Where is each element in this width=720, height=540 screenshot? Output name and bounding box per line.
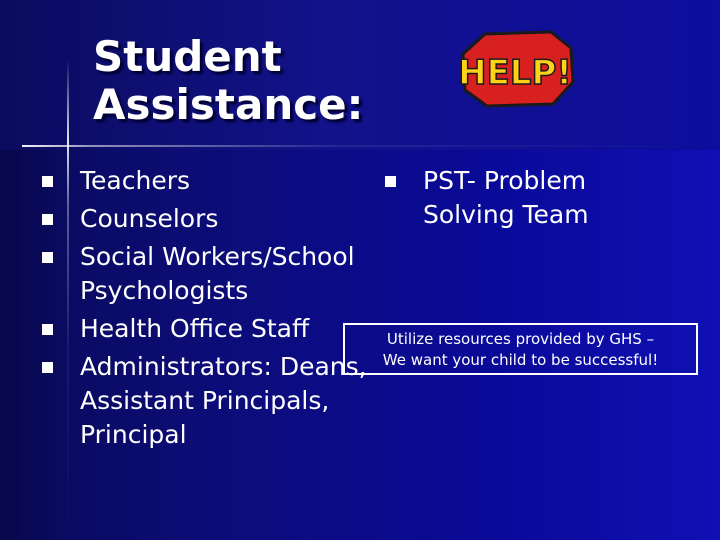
list-item: [42, 350, 372, 452]
square-bullet-icon: [385, 176, 396, 187]
help-logo-text: HELP!: [458, 53, 572, 93]
list-item: [42, 202, 372, 236]
help-logo: [455, 28, 585, 112]
list-item: [385, 164, 685, 232]
list-item: [42, 240, 372, 308]
list-item: [42, 312, 372, 346]
square-bullet-icon: [42, 176, 53, 187]
slide-title: [93, 33, 363, 129]
list-item-text: Teachers: [80, 166, 190, 195]
callout-note-line-2: We want your child to be successful!: [382, 351, 659, 369]
horizontal-rule: [22, 145, 720, 147]
callout-note-line-1: Utilize resources provided by GHS –: [386, 330, 655, 348]
square-bullet-icon: [42, 214, 53, 225]
list-item-text: Counselors: [80, 204, 219, 233]
square-bullet-icon: [42, 252, 53, 263]
list-item-text: Health Office Staff: [80, 314, 310, 343]
slide-title-line-1: Student: [93, 32, 282, 81]
list-item: [42, 164, 372, 198]
main-bullet-list: [42, 164, 372, 452]
list-item-text: Social Workers/School Psychologists: [80, 242, 355, 305]
slide-title-line-2: Assistance:: [93, 80, 364, 129]
list-item-text: Administrators: Deans, Assistant Principals, Principal: [80, 352, 367, 449]
side-bullet-list: [385, 164, 685, 232]
square-bullet-icon: [42, 362, 53, 373]
callout-note-box: [343, 323, 698, 375]
list-item-text: PST- Problem Solving Team: [423, 166, 589, 229]
square-bullet-icon: [42, 324, 53, 335]
